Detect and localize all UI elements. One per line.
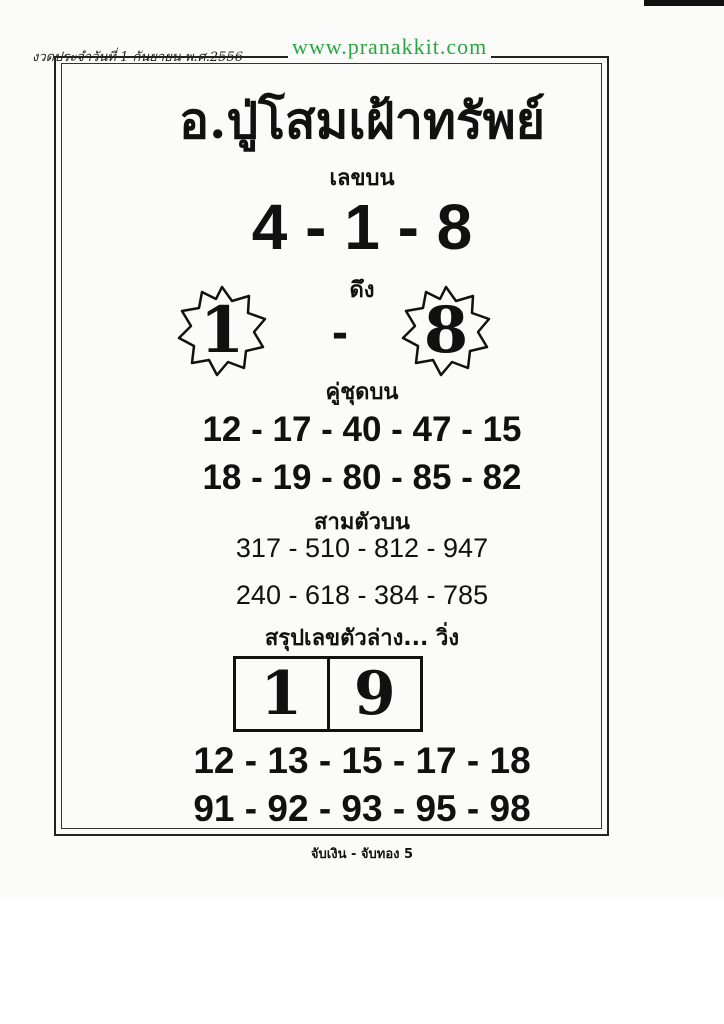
pull-separator: -	[332, 306, 348, 359]
issue-date-line: งวดประจำวันที่ 1 กันยายน พ.ศ.2556	[32, 50, 243, 65]
three-top-row-1: 317 - 510 - 812 - 947	[235, 533, 489, 563]
page-footer: จับเงิน - จับทอง 5	[310, 847, 414, 862]
pull-right-digit: 8	[423, 293, 469, 368]
pairs-top-row-2: 18 - 19 - 80 - 85 - 82	[202, 458, 522, 497]
pull-left-badge	[174, 283, 270, 379]
pairs-top-row-1: 12 - 17 - 40 - 47 - 15	[202, 410, 522, 449]
pull-left-digit: 1	[199, 293, 245, 368]
scan-edge-mark	[644, 0, 724, 6]
running-digit-1: 1	[260, 659, 303, 729]
top-numbers-value: 4 - 1 - 8	[251, 191, 473, 263]
bottom-row-2: 91 - 92 - 93 - 95 - 98	[193, 788, 531, 829]
page-title: อ.ปู่โสมเฝ้าทรัพย์	[178, 91, 546, 150]
pull-right-badge	[398, 283, 494, 379]
pairs-top-label: คู่ชุดบน	[325, 380, 399, 405]
bottom-summary-label: สรุปเลขตัวล่าง... วิ่ง	[264, 626, 460, 651]
website-watermark: www.pranakkit.com	[288, 34, 491, 60]
pull-label: ดึง	[349, 278, 375, 303]
three-top-row-2: 240 - 618 - 384 - 785	[235, 580, 489, 610]
running-digit-2: 9	[327, 659, 421, 729]
three-top-label: สามตัวบน	[314, 510, 410, 535]
bottom-row-1: 12 - 13 - 15 - 17 - 18	[193, 740, 531, 781]
top-numbers-label: เลขบน	[329, 166, 395, 191]
running-digits-box	[233, 656, 423, 732]
